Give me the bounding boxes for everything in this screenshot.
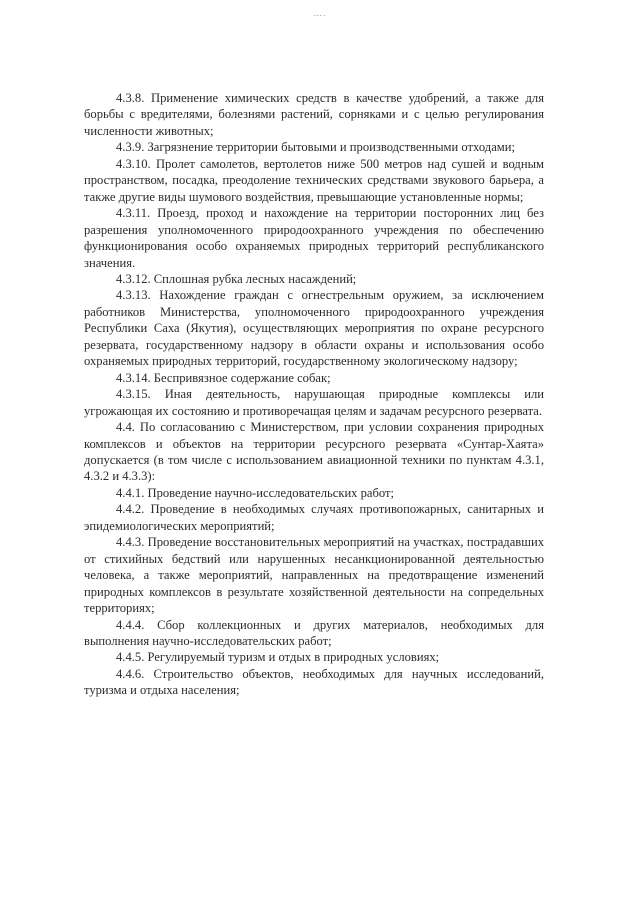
paragraph-4-4-2: 4.4.2. Проведение в необходимых случаях противопожарных, санитарных и эпидемиологических мероприятий; (84, 502, 544, 533)
paragraph-4-3-13: 4.3.13. Нахождение граждан с огнестрельным оружием, за исключением работников Министерства, уполномоченного природоохранного учреждения Республики Саха (Якутия), осуществляющих мероприятия по охране ресурсного резервата, государственному надзору в области охраны и использования особо охраняемых природных территорий, государственному экологическому надзору; (84, 288, 544, 369)
page-marker: …. (313, 8, 327, 18)
paragraph-4-3-9: 4.3.9. Загрязнение территории бытовыми и производственными отходами; (116, 140, 515, 155)
paragraph-4-4-1: 4.4.1. Проведение научно-исследовательских работ; (116, 485, 395, 500)
paragraph-4-4-5: 4.4.5. Регулируемый туризм и отдых в природных условиях; (116, 650, 440, 665)
document-body (84, 90, 544, 699)
paragraph-4-3-14: 4.3.14. Беспривязное содержание собак; (116, 370, 331, 385)
paragraph-4-3-8: 4.3.8. Применение химических средств в качестве удобрений, а также для борьбы с вредителями, болезнями растений, сорняками и с целью регулирования численности животных; (84, 91, 544, 138)
paragraph-4-4-3: 4.4.3. Проведение восстановительных мероприятий на участках, пострадавших от стихийных бедствий или нарушенных несанкционированной деятельностью человека, а также мероприятий, направленных на предотвращение изменений природных комплексов в результате хозяйственной деятельности на сопредельных территориях; (84, 535, 544, 616)
paragraph-4-4-6: 4.4.6. Строительство объектов, необходимых для научных исследований, туризма и отдыха населения; (84, 666, 544, 698)
paragraph-4-3-15: 4.3.15. Иная деятельность, нарушающая природные комплексы или угрожающая их состоянию и противоречащая целям и задачам ресурсного резервата. (84, 387, 544, 418)
paragraph-4-3-10: 4.3.10. Пролет самолетов, вертолетов ниже 500 метров над сушей и водным пространством, посадка, преодоление технических средствами звукового барьера, а также другие виды шумового воздействия, превышающие установленные нормы; (84, 156, 544, 204)
paragraph-4-4: 4.4. По согласованию с Министерством, при условии сохранения природных комплексов и объектов на территории ресурсного резервата «Сунтар-Хаята» допускается (в том числе с использованием авиационной техники по пунктам 4.3.1, 4.3.2 и 4.3.3): (84, 420, 544, 484)
paragraph-4-3-12: 4.3.12. Сплошная рубка лесных насаждений; (116, 271, 357, 286)
paragraph-4-4-4: 4.4.4. Сбор коллекционных и других материалов, необходимых для выполнения научно-исследовательских работ; (84, 617, 544, 648)
paragraph-4-3-11: 4.3.11. Проезд, проход и нахождение на территории посторонних лиц без разрешения уполномоченного природоохранного учреждения по обеспечению функционирования особо охраняемых природных территорий республиканского значения. (84, 206, 544, 270)
